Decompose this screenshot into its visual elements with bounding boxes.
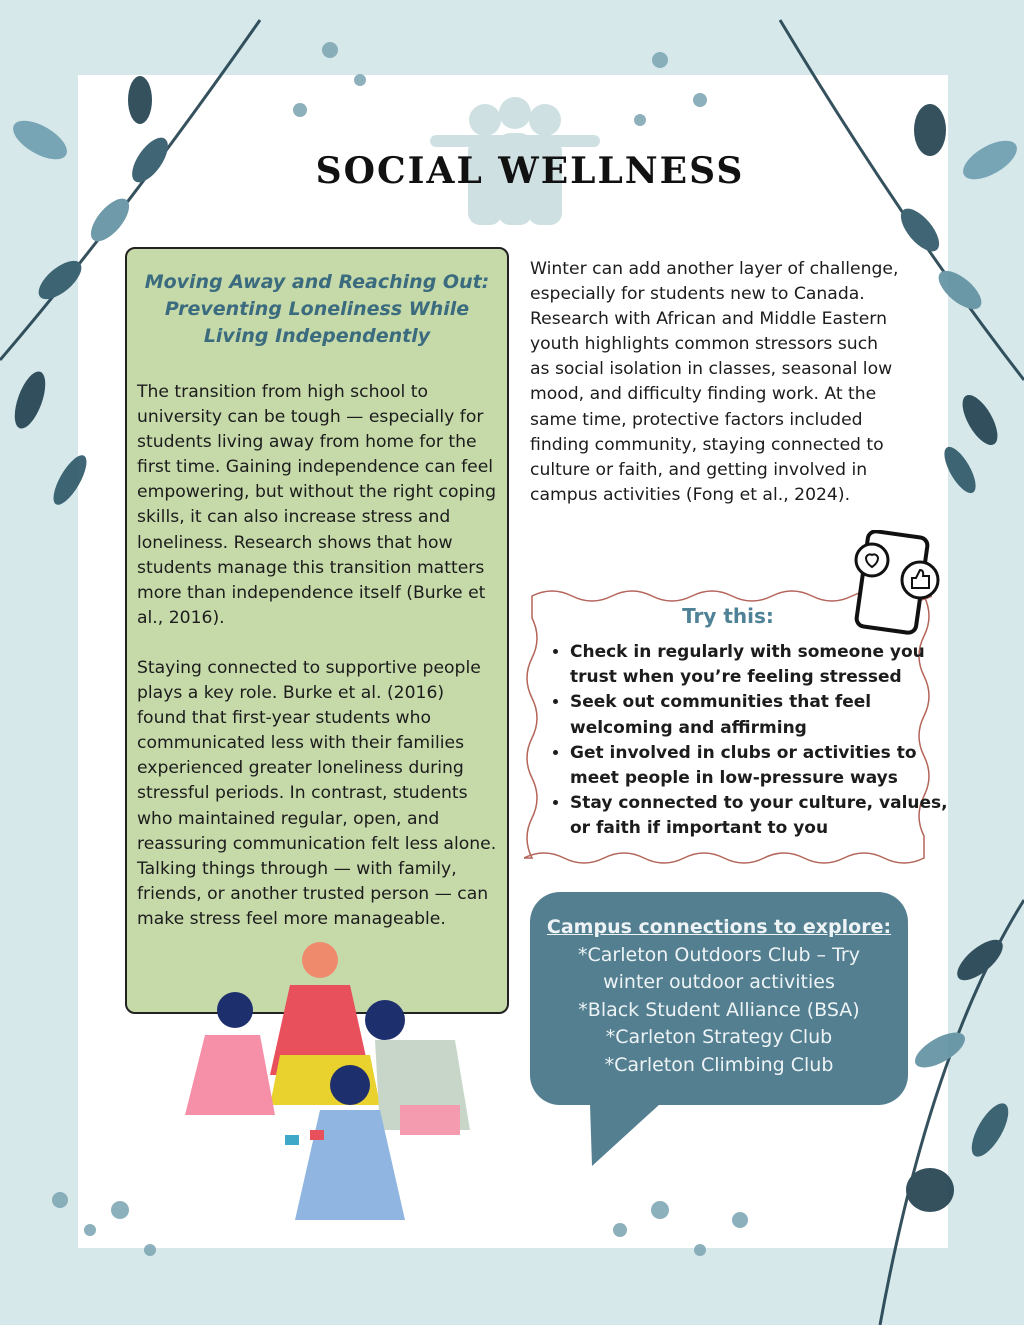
winter-paragraph: Winter can add another layer of challenge, especially for students new to Canada. Research with African and Middle Eastern youth highlights common stressors such as social isolation in classes, seasonal low mood, and difficulty finding work. At the same time, protective factors included finding community, staying connected to culture or faith, and getting involved in campus activities (Fong et al., 2024). xyxy=(530,259,899,505)
campus-item: *Carleton Outdoors Club – Try winter outdoor activities xyxy=(578,943,860,993)
campus-connections-callout xyxy=(530,892,908,1105)
tip-item: • Stay connected to your culture, values, or faith if important to you xyxy=(570,791,950,841)
try-this-heading: Try this: xyxy=(682,604,774,628)
campus-item: *Black Student Alliance (BSA) xyxy=(578,998,860,1021)
tips-list xyxy=(546,640,950,842)
tip-item: • Seek out communities that feel welcoming and affirming xyxy=(570,690,950,740)
article-heading: Moving Away and Reaching Out: Preventing Loneliness While Living Independently xyxy=(144,271,490,347)
article-box xyxy=(125,247,509,1014)
campus-item: *Carleton Climbing Club xyxy=(604,1053,834,1076)
tip-item: • Get involved in clubs or activities to meet people in low-pressure ways xyxy=(570,741,950,791)
campus-heading: Campus connections to explore: xyxy=(546,916,892,938)
campus-item: *Carleton Strategy Club xyxy=(605,1026,833,1048)
article-paragraph: The transition from high school to university can be tough — especially for students living away from home for the first time. Gaining independence can feel empowering, but without the right coping skills, it can also increase stress and loneliness. Research shows that how students manage this transition matters more than independence itself (Burke et al., 2016). xyxy=(137,382,496,628)
callout-tail xyxy=(590,1104,670,1168)
page-title: SOCIAL WELLNESS xyxy=(315,150,745,192)
students-illustration xyxy=(160,935,480,1225)
tip-item: • Check in regularly with someone you trust when you’re feeling stressed xyxy=(570,640,950,690)
article-paragraph: Staying connected to supportive people plays a key role. Burke et al. (2016) found that first-year students who communicated less with their families experienced greater loneliness during stressful periods. In contrast, students who maintained regular, open, and reassuring communication felt less alone. Talking things through — with family, friends, or another trusted person — can make stress feel more manageable. xyxy=(137,657,497,929)
phone-like-heart-icon xyxy=(850,530,945,635)
